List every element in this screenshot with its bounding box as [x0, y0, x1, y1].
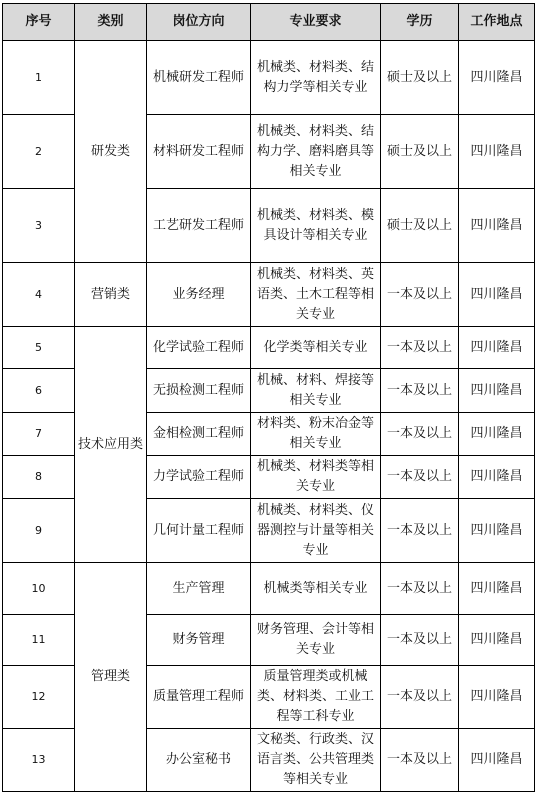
- position-cell: 财务管理: [147, 615, 251, 666]
- position-cell: 生产管理: [147, 563, 251, 615]
- position-cell: 业务经理: [147, 263, 251, 327]
- position-cell: 化学试验工程师: [147, 327, 251, 369]
- major-cell: 化学类等相关专业: [251, 327, 381, 369]
- location-cell: 四川隆昌: [459, 456, 535, 499]
- row-number: 10: [3, 563, 75, 615]
- row-number: 4: [3, 263, 75, 327]
- category-cell: 研发类: [75, 41, 147, 263]
- position-cell: 办公室秘书: [147, 729, 251, 792]
- education-cell: 一本及以上: [381, 615, 459, 666]
- major-cell: 机械类、材料类、结构力学等相关专业: [251, 41, 381, 115]
- row-number: 7: [3, 413, 75, 456]
- row-number: 1: [3, 41, 75, 115]
- row-number: 13: [3, 729, 75, 792]
- position-cell: 材料研发工程师: [147, 115, 251, 189]
- recruitment-table: [2, 3, 535, 792]
- education-cell: 一本及以上: [381, 729, 459, 792]
- education-cell: 一本及以上: [381, 666, 459, 729]
- location-cell: 四川隆昌: [459, 666, 535, 729]
- education-cell: 一本及以上: [381, 263, 459, 327]
- position-cell: 力学试验工程师: [147, 456, 251, 499]
- position-cell: 金相检测工程师: [147, 413, 251, 456]
- major-cell: 机械类等相关专业: [251, 563, 381, 615]
- row-number: 6: [3, 369, 75, 413]
- education-cell: 一本及以上: [381, 413, 459, 456]
- location-cell: 四川隆昌: [459, 615, 535, 666]
- location-cell: 四川隆昌: [459, 327, 535, 369]
- table-row: [3, 327, 535, 369]
- category-cell: 管理类: [75, 563, 147, 792]
- header-no: 序号: [3, 4, 75, 41]
- location-cell: 四川隆昌: [459, 499, 535, 563]
- position-cell: 几何计量工程师: [147, 499, 251, 563]
- major-cell: 机械类、材料类、结构力学、磨料磨具等相关专业: [251, 115, 381, 189]
- row-number: 12: [3, 666, 75, 729]
- education-cell: 一本及以上: [381, 563, 459, 615]
- category-cell: 营销类: [75, 263, 147, 327]
- major-cell: 机械类、材料类、仪器测控与计量等相关专业: [251, 499, 381, 563]
- location-cell: 四川隆昌: [459, 115, 535, 189]
- location-cell: 四川隆昌: [459, 413, 535, 456]
- location-cell: 四川隆昌: [459, 369, 535, 413]
- header-position: 岗位方向: [147, 4, 251, 41]
- education-cell: 一本及以上: [381, 499, 459, 563]
- education-cell: 硕士及以上: [381, 41, 459, 115]
- education-cell: 硕士及以上: [381, 189, 459, 263]
- header-row: [3, 4, 535, 41]
- major-cell: 财务管理、会计等相关专业: [251, 615, 381, 666]
- row-number: 9: [3, 499, 75, 563]
- major-cell: 机械、材料、焊接等相关专业: [251, 369, 381, 413]
- header-location: 工作地点: [459, 4, 535, 41]
- location-cell: 四川隆昌: [459, 729, 535, 792]
- major-cell: 机械类、材料类、模具设计等相关专业: [251, 189, 381, 263]
- position-cell: 机械研发工程师: [147, 41, 251, 115]
- position-cell: 质量管理工程师: [147, 666, 251, 729]
- position-cell: 工艺研发工程师: [147, 189, 251, 263]
- location-cell: 四川隆昌: [459, 563, 535, 615]
- education-cell: 硕士及以上: [381, 115, 459, 189]
- major-cell: 机械类、材料类、英语类、土木工程等相关专业: [251, 263, 381, 327]
- major-cell: 材料类、粉末冶金等相关专业: [251, 413, 381, 456]
- row-number: 5: [3, 327, 75, 369]
- major-cell: 文秘类、行政类、汉语言类、公共管理类等相关专业: [251, 729, 381, 792]
- row-number: 3: [3, 189, 75, 263]
- education-cell: 一本及以上: [381, 327, 459, 369]
- table-row: [3, 563, 535, 615]
- row-number: 11: [3, 615, 75, 666]
- category-cell: 技术应用类: [75, 327, 147, 563]
- header-education: 学历: [381, 4, 459, 41]
- location-cell: 四川隆昌: [459, 41, 535, 115]
- location-cell: 四川隆昌: [459, 263, 535, 327]
- major-cell: 质量管理类或机械类、材料类、工业工程等工科专业: [251, 666, 381, 729]
- header-major: 专业要求: [251, 4, 381, 41]
- location-cell: 四川隆昌: [459, 189, 535, 263]
- row-number: 8: [3, 456, 75, 499]
- header-category: 类别: [75, 4, 147, 41]
- education-cell: 一本及以上: [381, 456, 459, 499]
- major-cell: 机械类、材料类等相关专业: [251, 456, 381, 499]
- education-cell: 一本及以上: [381, 369, 459, 413]
- position-cell: 无损检测工程师: [147, 369, 251, 413]
- table-row: [3, 263, 535, 327]
- row-number: 2: [3, 115, 75, 189]
- table-row: [3, 41, 535, 115]
